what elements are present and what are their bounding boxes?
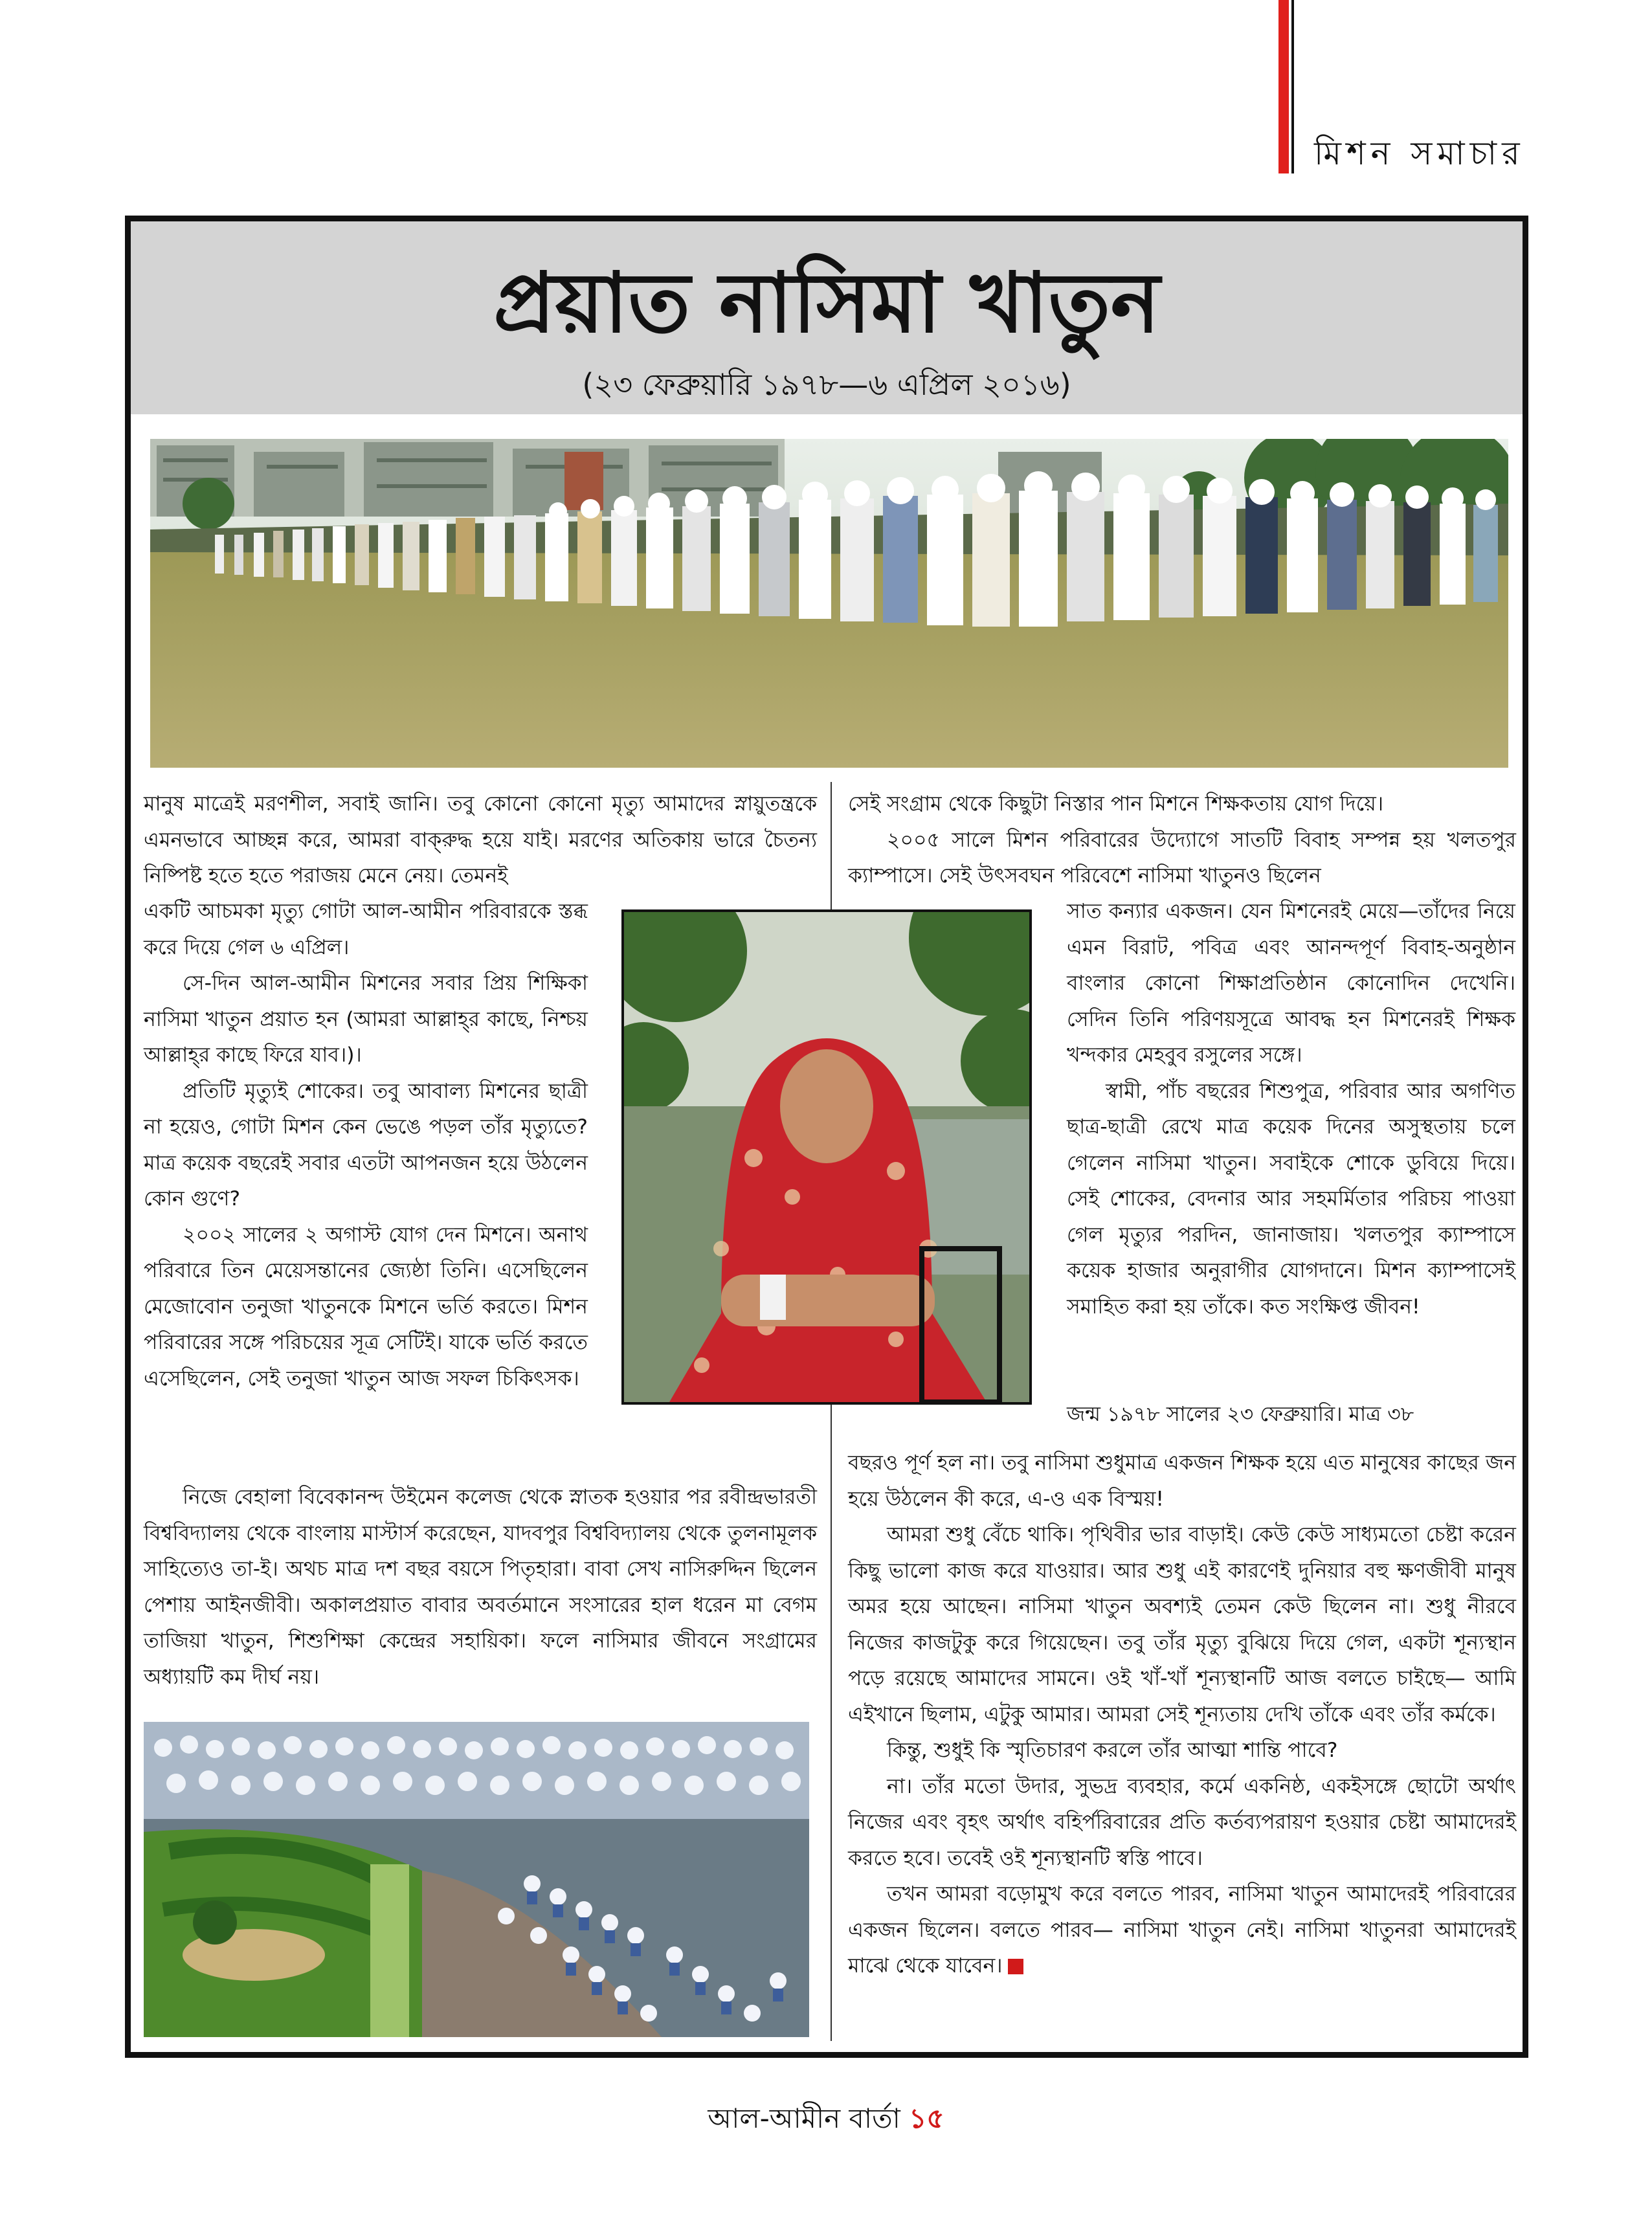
- paragraph: ২০০২ সালের ২ অগাস্ট যোগ দেন মিশনে। অনাথ পরিবারে তিন মেয়েসন্তানের জ্যেষ্ঠা তিনি। এসেছিলেন মেজোবোন তনুজা খাতুনকে মিশনে ভর্তি করতে। মিশন পরিবারের সঙ্গে পরিচয়ের সূত্র সেটিই। যাকে ভর্তি করতে এসেছিলেন, সেই তনুজা খাতুন আজ সফল চিকিৎসক।: [144, 1223, 588, 1390]
- text-block-right-bottom: [848, 1445, 1516, 1985]
- paragraph: সে-দিন আল-আমীন মিশনের সবার প্রিয় শিক্ষিকা নাসিমা খাতুন প্রয়াত হন (আমরা আল্লাহ্‌র কাছে, নিশ্চয় আল্লাহ্‌র কাছে ফিরে যাব।)।: [144, 972, 588, 1067]
- paragraph: কিন্তু, শুধুই কি স্মৃতিচারণ করলে তাঁর আত্মা শান্তি পাবে?: [887, 1739, 1338, 1762]
- page-footer: [0, 2097, 1652, 2143]
- section-divider-line: [1291, 0, 1294, 173]
- text-block-right-continue: [1067, 1397, 1515, 1433]
- funeral-prayer-photo: [150, 439, 1508, 768]
- paragraph: মানুষ মাত্রেই মরণশীল, সবাই জানি। তবু কোনো কোনো মৃত্যু আমাদের স্নায়ুতন্ত্রকে এমনভাবে আচ্ছন্ন করে, আমরা বাক্‌রুদ্ধ হয়ে যাই। মরণের অতিকায় ভারে চৈতন্য নিষ্পিষ্ট হতে হতে পরাজয় মেনে নেয়। তেমনই: [144, 792, 817, 887]
- text-block-right-top: [848, 786, 1516, 895]
- students-assembly-photo: [144, 1722, 809, 2037]
- page-number: ১৫: [909, 2102, 944, 2134]
- paragraph: আমরা শুধু বেঁচে থাকি। পৃথিবীর ভার বাড়াই। কেউ কেউ সাধ্যমতো চেষ্টা করেন কিছু ভালো কাজ করে যাওয়ার। আর শুধু এই কারণেই দুনিয়ার বহু ক্ষণজীবী মানুষ অমর হয়ে আছেন। নাসিমা খাতুন অবশ্যই তেমন কেউ ছিলেন না। শুধু নীরবে নিজের কাজটুকু করে গিয়েছেন। তবু তাঁর মৃত্যু বুঝিয়ে দিয়ে গেল, একটা শূন্যস্থান পড়ে রয়েছে আমাদের সামনে। ওই খাঁ-খাঁ শূন্যস্থানটি আজ বলতে চাইছে— আমি এইখানে ছিলাম, এটুকু আমার। আমরা সেই শূন্যতায় দেখি তাঁকে এবং তাঁর কর্মকে।: [848, 1523, 1517, 1726]
- paragraph: সাত কন্যার একজন। যেন মিশনেরই মেয়ে—তাঁদের নিয়ে এমন বিরাট, পবিত্র এবং আনন্দপূর্ণ বিবাহ-অনুষ্ঠান বাংলার কোনো শিক্ষাপ্রতিষ্ঠান কোনোদিন দেখেনি। সেদিন তিনি পরিণয়সূত্রে আবদ্ধ হন মিশনেরই শিক্ষক খন্দকার মেহবুব রসুলের সঙ্গে।: [1067, 900, 1515, 1067]
- paragraph: না। তাঁর মতো উদার, সুভদ্র ব্যবহার, কর্মে একনিষ্ঠ, একইসঙ্গে ছোটো অর্থাৎ নিজের এবং বৃহৎ অর্থাৎ বহির্পরিবারের প্রতি কর্তব্যপরায়ণ হওয়ার চেষ্টা আমাদেরই করতে হবে। তবেই ওই শূন্যস্থানটি স্বস্তি পাবে।: [848, 1774, 1516, 1870]
- portrait-photo: [621, 909, 1032, 1405]
- magazine-name: আল-আমীন বার্তা: [708, 2102, 900, 2134]
- article-dates: (২৩ ফেব্রুয়ারি ১৯৭৮—৬ এপ্রিল ২০১৬): [582, 367, 1071, 402]
- end-of-article-icon: [1008, 1959, 1023, 1974]
- text-block-left-intro: [144, 786, 817, 895]
- paragraph: স্বামী, পাঁচ বছরের শিশুপুত্র, পরিবার আর অগণিত ছাত্র-ছাত্রী রেখে মাত্র কয়েক দিনের অসুস্থতায় চলে গেলেন নাসিমা খাতুন। সবাইকে শোকে ডুবিয়ে দিয়ে। সেই শোকের, বেদনার আর সহমর্মিতার পরিচয় পাওয়া গেল মৃত্যুর পরদিন, জানাজায়। খলতপুর ক্যাম্পাসে কয়েক হাজার অনুরাগীর যোগদানে। মিশন ক্যাম্পাসেই সমাহিত করা হয় তাঁকে। কত সংক্ষিপ্ত জীবন!: [1067, 1079, 1515, 1319]
- article-title: প্রয়াত নাসিমা খাতুন: [493, 255, 1160, 351]
- text-block-left-bottom: [144, 1480, 817, 1695]
- paragraph: ২০০৫ সালে মিশন পরিবারের উদ্যোগে সাতটি বিবাহ সম্পন্ন হয় খলতপুর ক্যাম্পাসে। সেই উৎসবঘন পরিবেশে নাসিমা খাতুনও ছিলেন: [848, 828, 1516, 887]
- closing-text: তখন আমরা বড়োমুখ করে বলতে পারব, নাসিমা খাতুন আমাদেরই পরিবারের একজন ছিলেন। বলতে পারব— নাসিমা খাতুন নেই। নাসিমা খাতুনরা আমাদেরই মাঝে থেকে যাবেন।: [848, 1882, 1516, 1978]
- paragraph: জন্ম ১৯৭৮ সালের ২৩ ফেব্রুয়ারি। মাত্র ৩৮: [1067, 1403, 1414, 1426]
- paragraph: নিজে বেহালা বিবেকানন্দ উইমেন কলেজ থেকে স্নাতক হওয়ার পর রবীন্দ্রভারতী বিশ্ববিদ্যালয় থেকে বাংলায় মাস্টার্স করেছেন, যাদবপুর বিশ্ববিদ্যালয় থেকে তুলনামূলক সাহিত্যেও তা-ই। অথচ মাত্র দশ বছর বয়সে পিতৃহারা। বাবা সেখ নাসিরুদ্দিন ছিলেন পেশায় আইনজীবী। অকালপ্রয়াত বাবার অবর্তমানে সংসারের হাল ধরেন মা বেগম তাজিয়া খাতুন, শিশুশিক্ষা কেন্দ্রের সহায়িকা। ফলে নাসিমার জীবনে সংগ্রামের অধ্যায়টি কম দীর্ঘ নয়।: [144, 1486, 817, 1689]
- text-block-left-wrap: [144, 894, 588, 1397]
- paragraph: বছরও পূর্ণ হল না। তবু নাসিমা শুধুমাত্র একজন শিক্ষক হয়ে এত মানুষের কাছের জন হয়ে উঠলেন কী করে, এ-ও এক বিস্ময়!: [848, 1451, 1516, 1511]
- section-accent-bar: [1278, 0, 1289, 173]
- paragraph: একটি আচমকা মৃত্যু গোটা আল-আমীন পরিবারকে স্তব্ধ করে দিয়ে গেল ৬ এপ্রিল।: [144, 900, 588, 959]
- paragraph: [848, 1877, 1516, 1985]
- paragraph: সেই সংগ্রাম থেকে কিছুটা নিস্তার পান মিশনে শিক্ষকতায় যোগ দিয়ে।: [848, 792, 1384, 816]
- section-label: মিশন সমাচার: [1314, 135, 1525, 172]
- paragraph: প্রতিটি মৃত্যুই শোকের। তবু আবাল্য মিশনের ছাত্রী না হয়েও, গোটা মিশন কেন ভেঙে পড়ল তাঁর মৃত্যুতে? মাত্র কয়েক বছরেই সবার এতটা আপনজন হয়ে উঠলেন কোন গুণে?: [144, 1079, 588, 1210]
- text-block-right-wrap: [1067, 894, 1515, 1325]
